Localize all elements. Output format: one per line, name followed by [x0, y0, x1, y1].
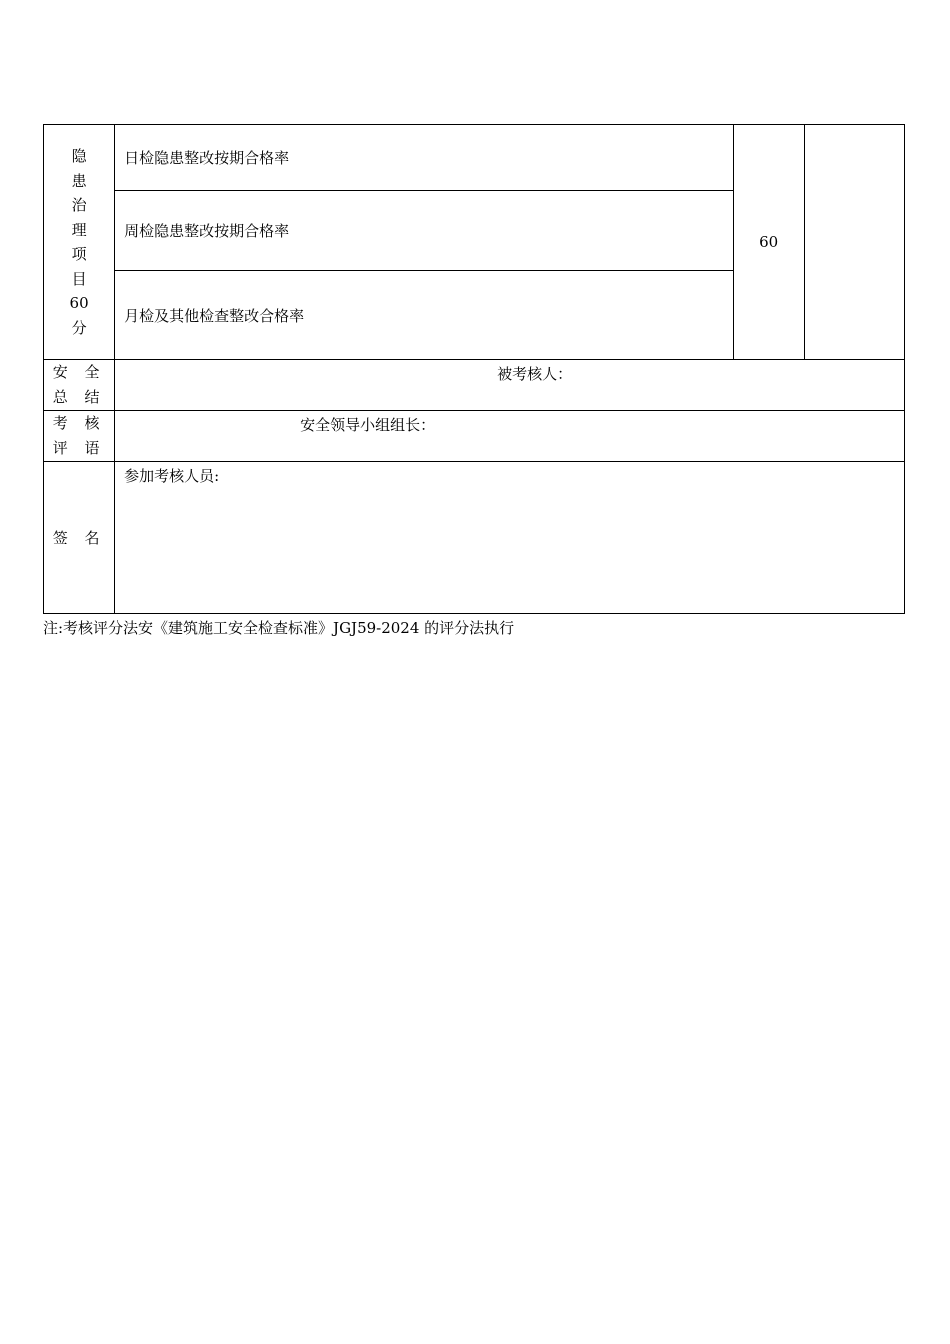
score-cell: 60: [733, 125, 804, 360]
signature-label: 签 名: [44, 462, 115, 614]
signature-field[interactable]: 参加考核人员:: [115, 462, 905, 614]
table-row: [44, 411, 905, 462]
result-cell: [804, 125, 904, 360]
section-label-char: 治: [71, 196, 87, 214]
section-label-char: 分: [71, 318, 87, 337]
evaluation-field[interactable]: 安全领导小组组长：: [115, 411, 905, 462]
table-row: [44, 360, 905, 411]
summary-field[interactable]: 被考核人：: [115, 360, 905, 411]
section-label-cell: [44, 125, 115, 360]
section-label-char: 隐: [71, 147, 87, 165]
assessment-form: [43, 124, 905, 638]
item-monthly: 月检及其他检查整改合格率: [115, 271, 733, 360]
item-weekly: 周检隐患整改按期合格率: [115, 191, 733, 271]
footnote: 注:考核评分法安《建筑施工安全检查标准》JGJ59-2024 的评分法执行: [43, 619, 515, 637]
section-label-char: 项: [71, 245, 87, 263]
section-label-char: 患: [71, 171, 87, 190]
section-label-char: 目: [71, 269, 87, 288]
summary-label: 安 全 总 结: [44, 360, 115, 411]
item-daily: 日检隐患整改按期合格率: [115, 125, 733, 191]
evaluation-label: 考 核 评 语: [44, 411, 115, 462]
section-label-char: 理: [71, 220, 87, 239]
table-row: [44, 125, 905, 191]
table-row: [44, 462, 905, 614]
section-label-char: 60: [69, 294, 89, 312]
assessment-table: [43, 124, 905, 614]
